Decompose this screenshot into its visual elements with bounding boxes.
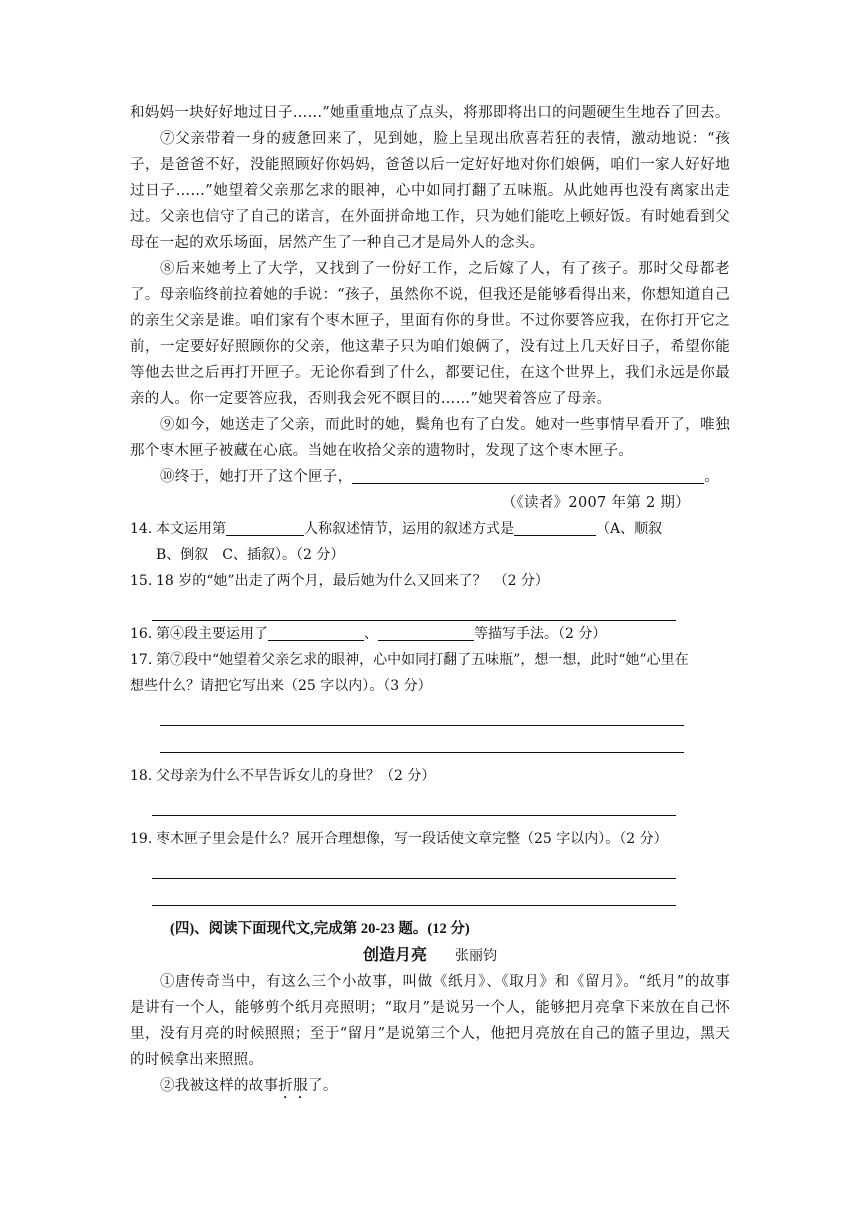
passage-paragraph-9: ⑨如今，她送走了父亲，而此时的她，鬓角也有了白发。她对一些事情早看开了，唯独那个枣木匣子被藏在心底。当她在收拾父亲的遗物时，发现了这个枣木匣子。	[130, 417, 730, 459]
article-author: 张丽钧	[455, 948, 497, 964]
question-text: 、	[364, 626, 378, 642]
paragraph-10-end: 。	[704, 469, 720, 485]
passage-source: （《读者》2007 年第 2 期）	[501, 495, 690, 511]
question-number: 18.	[130, 768, 153, 784]
q14-method-blank[interactable]	[514, 519, 596, 536]
question-text: 人称叙述情节，运用的叙述方式是	[304, 521, 514, 537]
question-text: 父母亲为什么不早告诉女儿的身世？（2 分）	[156, 768, 436, 784]
question-17-cont: 想些什么？请把它写出来（25 字以内）。（3 分）	[130, 678, 432, 694]
question-text: 第④段主要运用了	[156, 626, 268, 642]
question-text: 等描写手法。（2 分）	[474, 626, 607, 642]
emphasized-word: 折服	[278, 1078, 309, 1094]
q15-answer-line[interactable]	[152, 594, 676, 621]
q17-answer-line-1[interactable]	[160, 699, 684, 726]
q16-blank-1[interactable]	[268, 624, 364, 641]
passage-paragraph-6-end: 和妈妈一块好好地过日子……”她重重地点了点头，将那即将出口的问题硬生生地吞了回去。	[130, 105, 730, 121]
question-15	[130, 568, 730, 594]
question-number: 15.	[130, 573, 153, 589]
question-text: 第⑦段中“她望着父亲乞求的眼神，心中如同打翻了五味瓶”，想一想，此时“她”心里在	[156, 652, 689, 668]
passage-paragraph-7: ⑦父亲带着一身的疲惫回来了，见到她，脸上呈现出欣喜若狂的表情，激动地说：“孩子，是爸爸不好，没能照顾好你妈妈，爸爸以后一定好好地对你们娘俩，咱们一家人好好地过日子……”她望着父亲那乞求的眼神，心中如同打翻了五味瓶。从此她再也没有离家出走过。父亲也信守了自己的诺言，在外面拼命地工作，只为她们能吃上顿好饭。有时她看到父母在一起的欢乐场面，居然产生了一种自己才是局外人的念头。	[130, 131, 730, 251]
article-paragraph-1: ①唐传奇当中，有这么三个小故事，叫做《纸月》、《取月》和《留月》。“纸月”的故事是讲有一个人，能够剪个纸月亮照明；“取月”是说另一个人，能够把月亮拿下来放在自己怀里，没有月亮的时候照照；至于“留月”是说第三个人，他把月亮放在自己的篮子里边，黑天的时候拿出来照照。	[130, 974, 730, 1068]
exam-page	[130, 100, 730, 1102]
paragraph-text: ②我被这样的故事	[160, 1078, 279, 1094]
paragraph-10-text: ⑩终于，她打开了这个匣子，	[160, 469, 353, 485]
section-4-heading: (四)、阅读下面现代文,完成第 20-23 题。(12 分)	[170, 921, 470, 937]
passage-paragraph-8: ⑧后来她考上了大学，又找到了一份好工作，之后嫁了人，有了孩子。那时父母都老了。母亲临终前拉着她的手说：“孩子，虽然你不说，但我还是能够看得出来，你想知道自己的亲生父亲是谁。咱们家有个枣木匣子，里面有你的身世。不过你要答应我，在你打开它之前，一定要好好照顾你的父亲，他这辈子只为咱们娘俩了，没有过上几天好日子，希望你能等他去世之后再打开匣子。无论你看到了什么，都要记住，在这个世界上，我们永远是你最亲的人。你一定要答应我，否则我会死不瞑目的……”她哭着答应了母亲。	[130, 261, 730, 407]
paragraph-10-blank[interactable]	[352, 467, 704, 484]
question-number: 19.	[130, 831, 153, 847]
question-number: 14.	[130, 521, 153, 537]
q17-answer-line-2[interactable]	[160, 726, 684, 753]
q18-answer-line[interactable]	[152, 789, 676, 816]
q19-answer-line-1[interactable]	[152, 852, 676, 879]
article-title-row	[130, 942, 730, 969]
question-14	[130, 516, 730, 542]
question-17	[130, 647, 730, 673]
question-18	[130, 763, 730, 789]
question-16	[130, 621, 730, 647]
paragraph-text: 了。	[308, 1078, 338, 1094]
question-text: （A、顺叙	[596, 521, 663, 537]
article-paragraph-2	[130, 1073, 730, 1102]
q14-person-blank[interactable]	[226, 519, 304, 536]
q16-blank-2[interactable]	[378, 624, 474, 641]
question-text: 枣木匣子里会是什么？展开合理想像，写一段话使文章完整（25 字以内）。（2 分）	[156, 831, 668, 847]
q19-answer-line-2[interactable]	[152, 879, 676, 906]
question-14-options: B、倒叙 C、插叙）。（2 分）	[156, 547, 345, 563]
article-title: 创造月亮	[362, 945, 427, 964]
question-text: 18 岁的“她”出走了两个月，最后她为什么又回来了？ （2 分）	[156, 573, 549, 589]
passage-paragraph-10	[130, 464, 730, 490]
question-19	[130, 826, 730, 852]
question-number: 17.	[130, 652, 153, 668]
question-number: 16.	[130, 626, 153, 642]
question-text: 本文运用第	[156, 521, 226, 537]
